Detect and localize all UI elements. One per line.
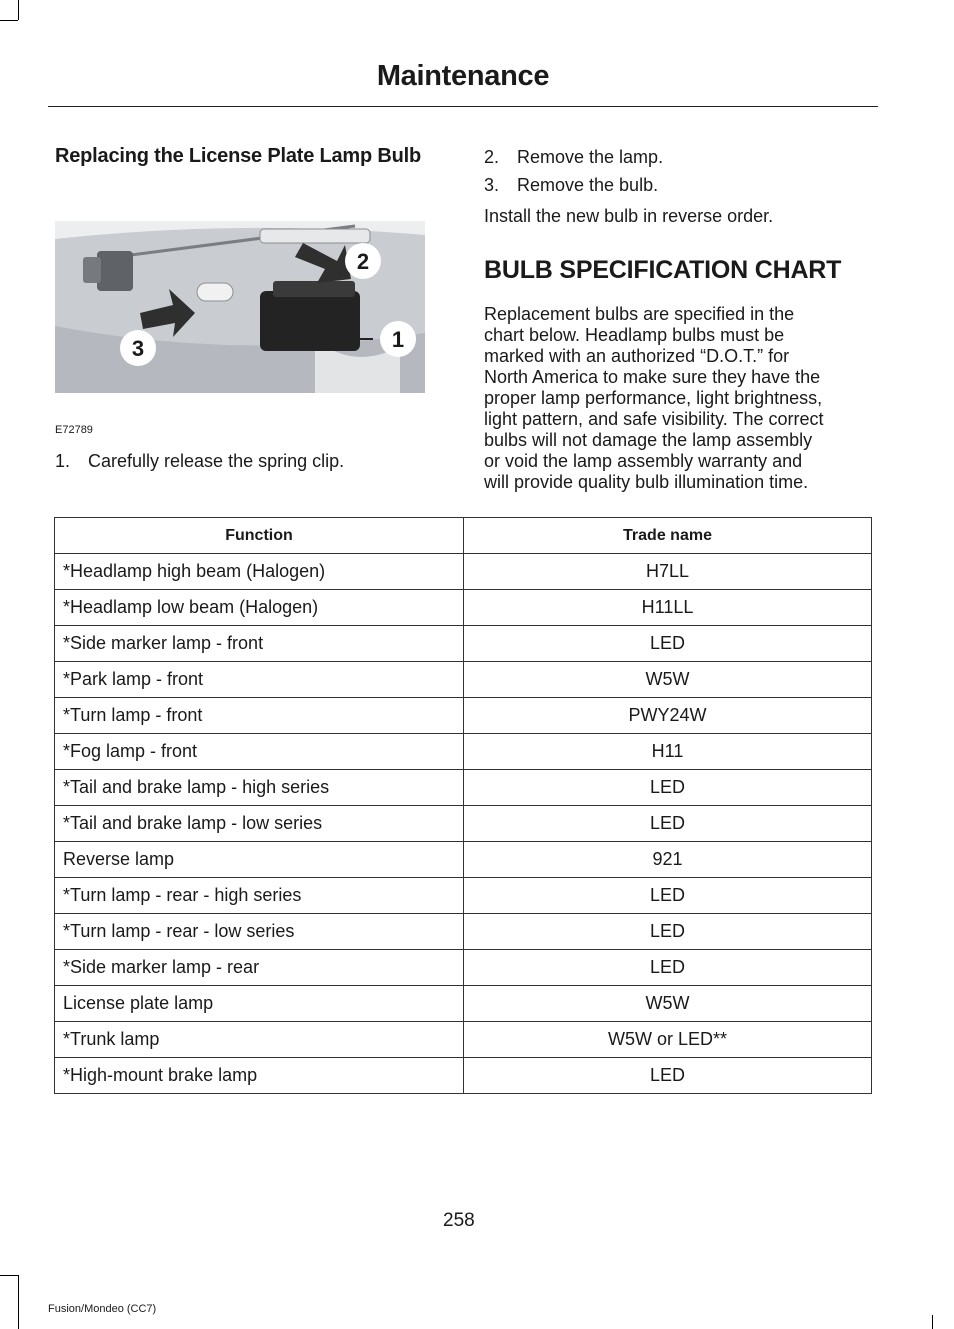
figure-code: E72789 (55, 424, 93, 436)
function-cell: License plate lamp (55, 986, 464, 1022)
crop-mark (0, 20, 18, 21)
table-row (55, 626, 872, 662)
table-row (55, 1022, 872, 1058)
crop-mark (0, 1275, 18, 1276)
lamp-top (273, 281, 355, 297)
table-row (55, 1058, 872, 1094)
trade-name-cell: H7LL (464, 554, 872, 590)
function-cell: *Turn lamp - rear - high series (55, 878, 464, 914)
table-row (55, 878, 872, 914)
function-cell: *Park lamp - front (55, 662, 464, 698)
section-heading: Replacing the License Plate Lamp Bulb (55, 145, 422, 167)
lamp-diagram (55, 221, 425, 393)
trade-name-cell: LED (464, 806, 872, 842)
function-cell: *Tail and brake lamp - high series (55, 770, 464, 806)
install-note: Install the new bulb in reverse order. (484, 206, 774, 226)
function-cell: *High-mount brake lamp (55, 1058, 464, 1094)
callout-1-label: 1 (391, 327, 405, 352)
bulb (197, 283, 233, 301)
description-line: proper lamp performance, light brightness, (484, 388, 823, 408)
table-row (55, 590, 872, 626)
step-number: 3. (484, 175, 500, 195)
description-line: Replacement bulbs are specified in the (484, 304, 795, 324)
trade-name-cell: PWY24W (464, 698, 872, 734)
trade-name-cell: LED (464, 1058, 872, 1094)
description-line: marked with an authorized “D.O.T.” for (484, 346, 790, 366)
step-text: Remove the lamp. (517, 147, 664, 167)
table-row (55, 698, 872, 734)
description-line: or void the lamp assembly warranty and (484, 451, 803, 471)
left-column (55, 145, 450, 471)
table-row (55, 950, 872, 986)
spring-clip (260, 229, 370, 243)
column-header-function: Function (55, 518, 464, 554)
description-line: light pattern, and safe visibility. The correct (484, 409, 824, 429)
function-cell: *Trunk lamp (55, 1022, 464, 1058)
bulb-spec-table (54, 517, 872, 1094)
page-number: 258 (443, 1210, 475, 1231)
trade-name-cell: LED (464, 950, 872, 986)
table-row (55, 806, 872, 842)
trade-name-cell: W5W or LED** (464, 1022, 872, 1058)
step-number: 2. (484, 147, 500, 167)
bulb-socket (97, 251, 133, 291)
table-header-row (55, 518, 872, 554)
crop-mark (18, 1275, 19, 1329)
page-title: Maintenance (376, 60, 550, 92)
lamp-body (260, 291, 360, 351)
table-row (55, 986, 872, 1022)
trade-name-cell: H11 (464, 734, 872, 770)
trade-name-cell: W5W (464, 662, 872, 698)
crop-mark (932, 1315, 933, 1329)
trade-name-cell: 921 (464, 842, 872, 878)
trade-name-cell: LED (464, 878, 872, 914)
function-cell: *Fog lamp - front (55, 734, 464, 770)
function-cell: *Side marker lamp - front (55, 626, 464, 662)
trade-name-cell: LED (464, 914, 872, 950)
description-line: North America to make sure they have the (484, 367, 821, 387)
callout-3-label: 3 (131, 336, 145, 361)
socket-connector (83, 257, 101, 283)
table-row (55, 914, 872, 950)
license-plate-lamp-illustration (55, 221, 425, 393)
trade-name-cell: H11LL (464, 590, 872, 626)
step-text: Carefully release the spring clip. (88, 451, 345, 471)
function-cell: Reverse lamp (55, 842, 464, 878)
table-row (55, 842, 872, 878)
table-row (55, 554, 872, 590)
table-row (55, 734, 872, 770)
callout-2-label: 2 (356, 249, 370, 274)
trade-name-cell: LED (464, 626, 872, 662)
trade-name-cell: LED (464, 770, 872, 806)
table-row (55, 662, 872, 698)
description-line: will provide quality bulb illumination time. (484, 472, 809, 492)
description-line: bulbs will not damage the lamp assembly (484, 430, 813, 450)
function-cell: *Headlamp high beam (Halogen) (55, 554, 464, 590)
chart-description (484, 304, 876, 493)
step-text: Remove the bulb. (517, 175, 659, 195)
table-row (55, 770, 872, 806)
footer-model: Fusion/Mondeo (CC7) (48, 1303, 157, 1315)
step-number: 1. (55, 451, 71, 471)
function-cell: *Tail and brake lamp - low series (55, 806, 464, 842)
trade-name-cell: W5W (464, 986, 872, 1022)
chart-heading: BULB SPECIFICATION CHART (484, 256, 842, 284)
function-cell: *Turn lamp - rear - low series (55, 914, 464, 950)
crop-mark (18, 0, 19, 20)
column-header-trade-name: Trade name (464, 518, 872, 554)
function-cell: *Turn lamp - front (55, 698, 464, 734)
function-cell: *Headlamp low beam (Halogen) (55, 590, 464, 626)
function-cell: *Side marker lamp - rear (55, 950, 464, 986)
header-divider (48, 106, 878, 107)
description-line: chart below. Headlamp bulbs must be (484, 325, 785, 345)
